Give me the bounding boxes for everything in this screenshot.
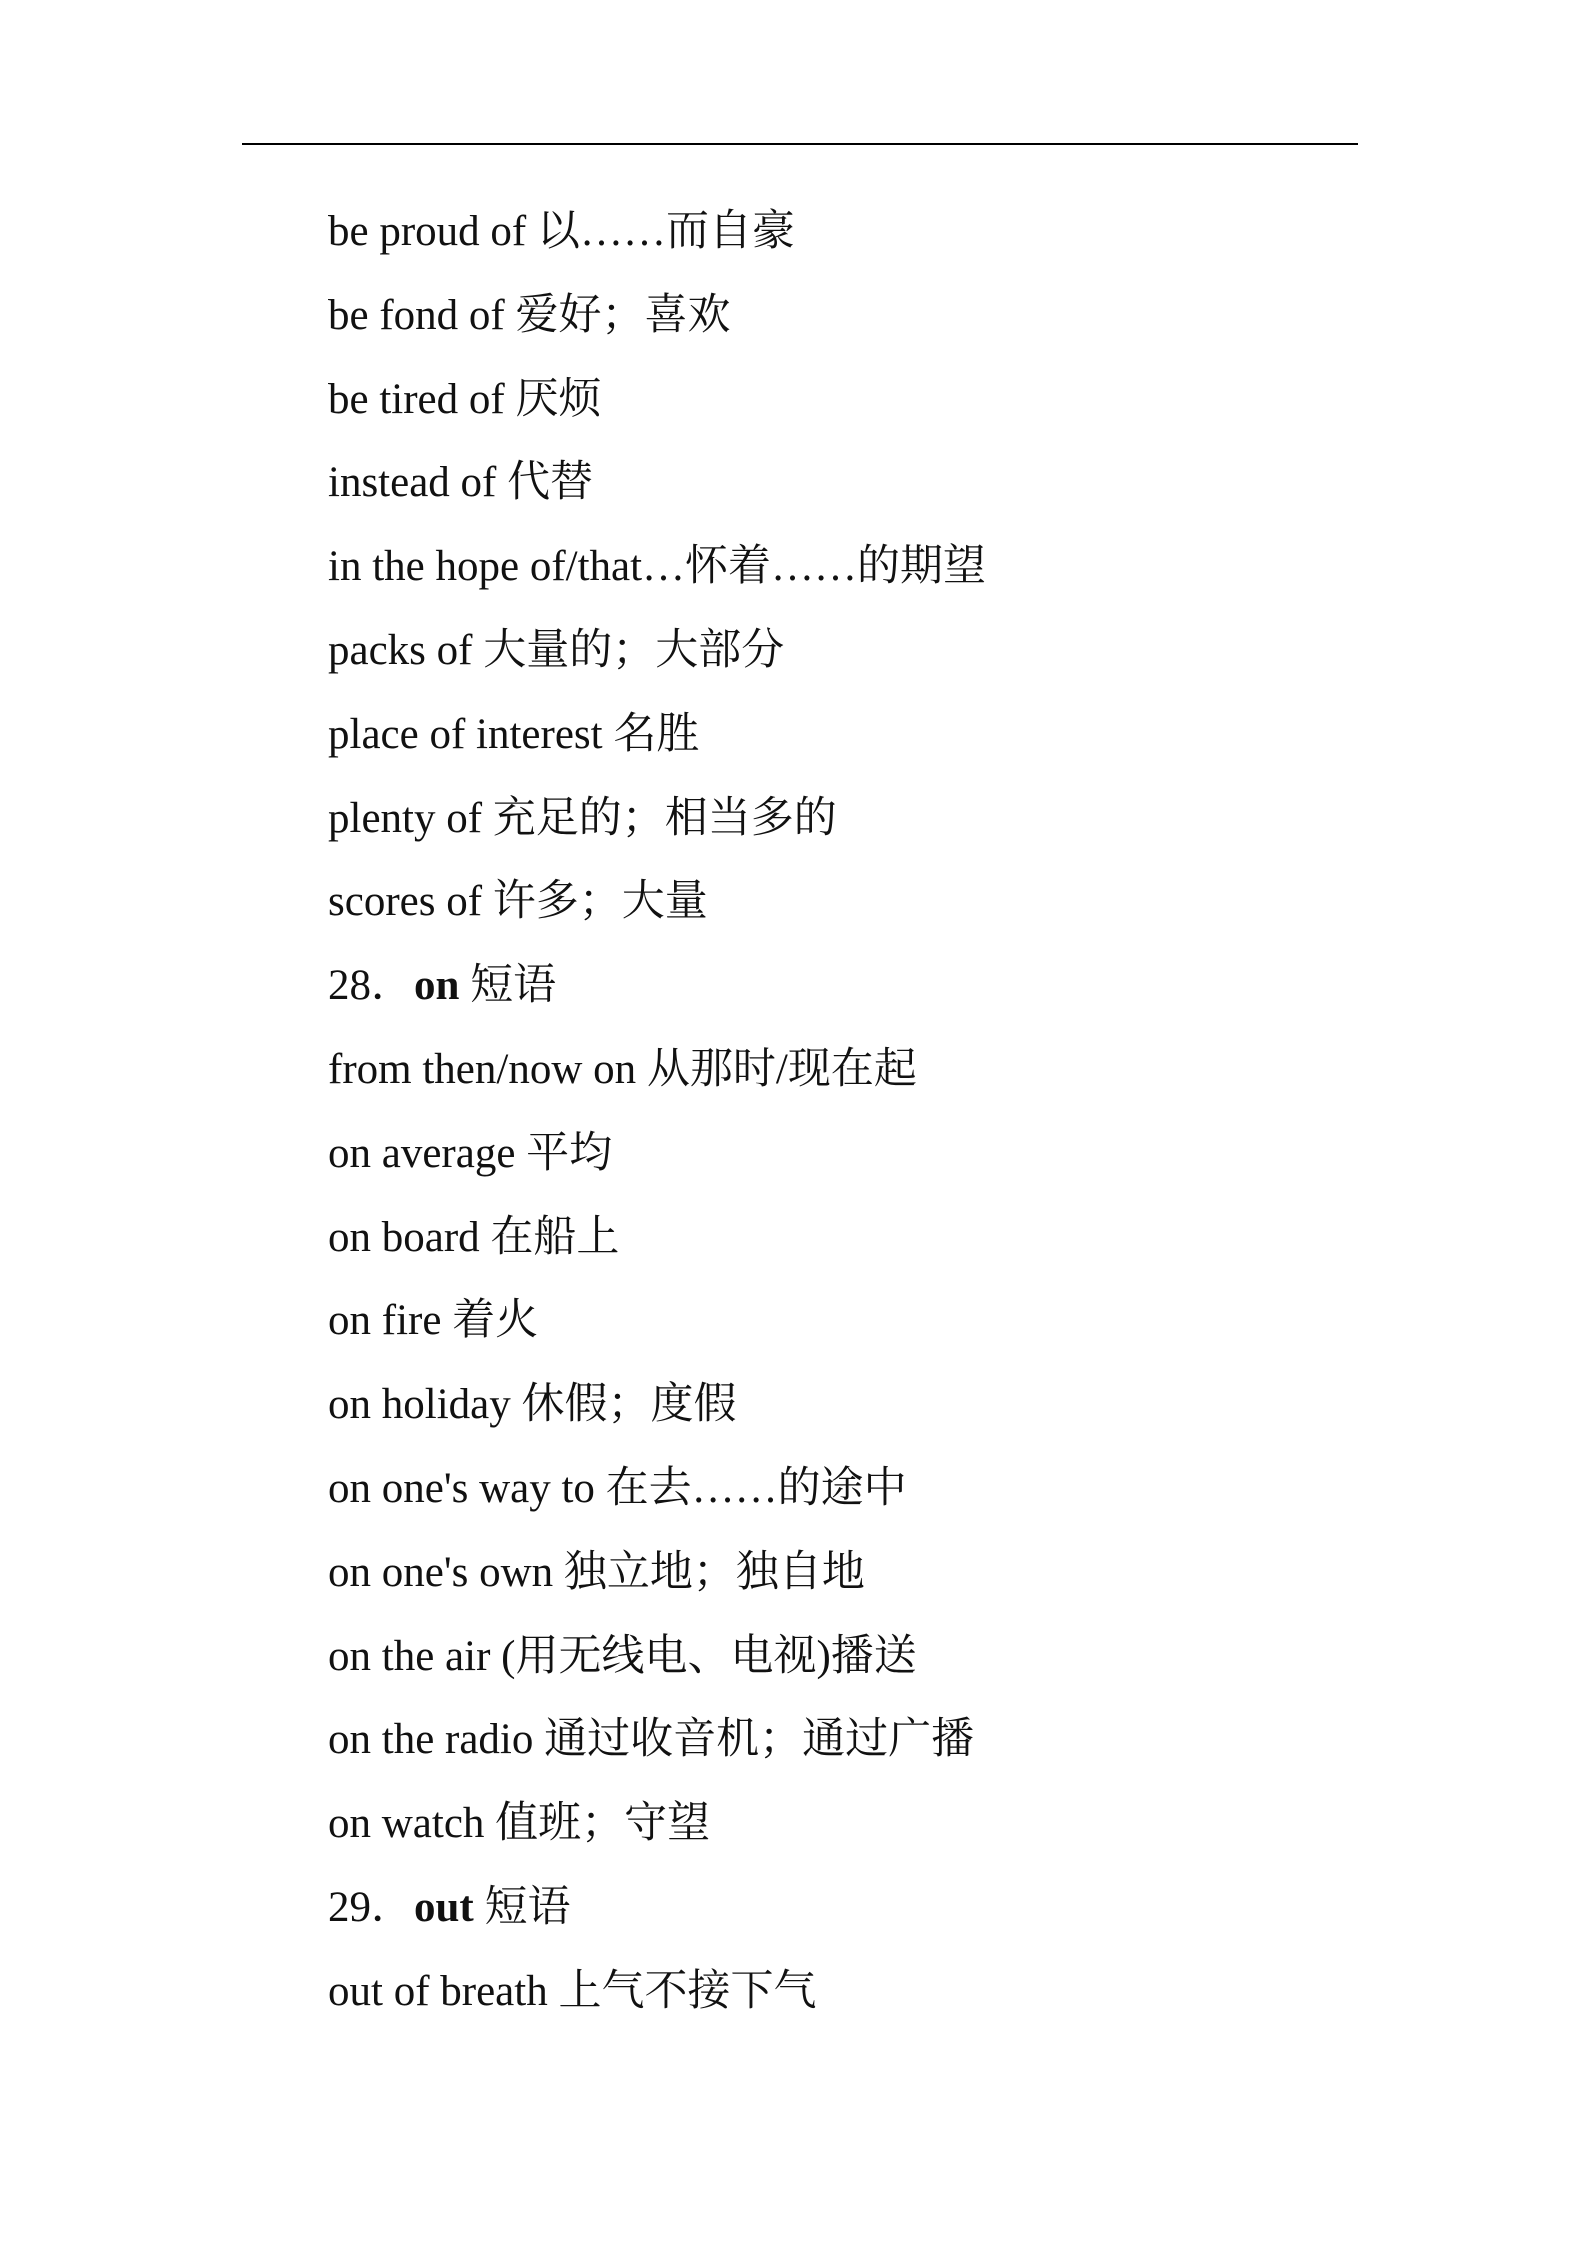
phrase-line: be tired of 厌烦 (328, 375, 602, 423)
phrase-line: from then/now on 从那时/现在起 (328, 1045, 917, 1093)
phrase-line: on fire 着火 (328, 1297, 539, 1345)
section-keyword: out (414, 1883, 474, 1931)
phrase-line: be proud of 以……而自豪 (328, 208, 795, 255)
section-heading-out (328, 1866, 1328, 1950)
section-suffix: 短语 (459, 962, 557, 1010)
section-suffix: 短语 (473, 1883, 571, 1931)
section-keyword: on (414, 962, 460, 1010)
header-rule (242, 143, 1358, 145)
phrase-line: on average 平均 (328, 1129, 613, 1177)
phrase-line: plenty of 充足的；相当多的 (328, 794, 837, 842)
phrase-list (328, 190, 1328, 2034)
phrase-line: on watch 值班；守望 (328, 1800, 711, 1848)
phrase-line: on board 在船上 (328, 1213, 620, 1261)
phrase-line: on the air (用无线电、电视)播送 (328, 1632, 917, 1680)
phrase-line: on holiday 休假；度假 (328, 1381, 737, 1429)
phrase-line: be fond of 爱好；喜欢 (328, 291, 731, 339)
phrase-line: on one's way to 在去……的途中 (328, 1464, 907, 1512)
phrase-line: scores of 许多；大量 (328, 878, 708, 926)
section-number: 28． (328, 962, 414, 1010)
phrase-line: in the hope of/that…怀着……的期望 (328, 543, 987, 591)
phrase-line: place of interest 名胜 (328, 710, 700, 758)
phrase-line: out of breath 上气不接下气 (328, 1967, 817, 2015)
section-number: 29． (328, 1883, 414, 1931)
phrase-line: on the radio 通过收音机；通过广播 (328, 1716, 975, 1764)
phrase-line: packs of 大量的；大部分 (328, 626, 785, 674)
phrase-line: on one's own 独立地；独自地 (328, 1548, 865, 1596)
section-heading-on (328, 944, 1328, 1028)
phrase-line: instead of 代替 (328, 459, 594, 507)
